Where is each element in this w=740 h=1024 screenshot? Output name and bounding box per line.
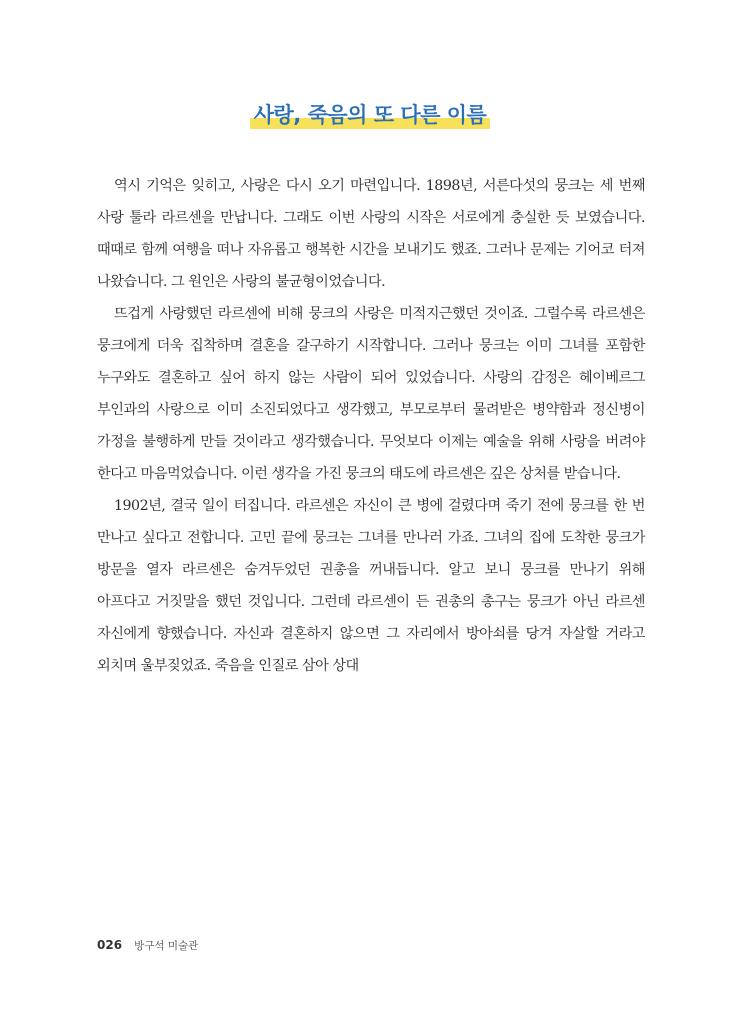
body-text bbox=[97, 170, 645, 682]
section-heading bbox=[250, 100, 491, 130]
page-footer bbox=[97, 938, 198, 953]
section-heading-text: 사랑, 죽음의 또 다른 이름 bbox=[253, 103, 487, 127]
paragraph-1: 역시 기억은 잊히고, 사랑은 다시 오기 마련입니다. 1898년, 서른다섯의 뭉크는 세 번째 사랑 툴라 라르센을 만납니다. 그래도 이번 사랑의 시작은 서로에게 충실한 듯 보였습니다. 때때로 함께 여행을 떠나 자유롭고 행복한 시간을 보내기도 했죠. 그러나 문제는 기어코 터져 나왔습니다. 그 원인은 사랑의 불균형이었습니다. bbox=[97, 178, 645, 290]
book-title: 방구석 미술관 bbox=[134, 940, 199, 952]
paragraph-3: 1902년, 결국 일이 터집니다. 라르센은 자신이 큰 병에 걸렸다며 죽기 전에 뭉크를 한 번 만나고 싶다고 전합니다. 고민 끝에 뭉크는 그녀를 만나러 가죠. 그녀의 집에 도착한 뭉크가 방문을 열자 라르센은 숨겨두었던 권총을 꺼내듭니다. 알고 보니 뭉크를 만나기 위해 아프다고 거짓말을 했던 것입니다. 그런데 라르센이 든 권총의 총구는 뭉크가 아닌 라르센 자신에게 향했습니다. 자신과 결혼하지 않으면 그 자리에서 방아쇠를 당겨 자살할 거라고 외치며 울부짖었죠. 죽음을 인질로 삼아 상대 bbox=[97, 498, 645, 674]
paragraph-2: 뜨겁게 사랑했던 라르센에 비해 뭉크의 사랑은 미적지근했던 것이죠. 그럴수록 라르센은 뭉크에게 더욱 집착하며 결혼을 갈구하기 시작합니다. 그러나 뭉크는 이미 그녀를 포함한 누구와도 결혼하고 싶어 하지 않는 사람이 되어 있었습니다. 사랑의 감정은 헤이베르그 부인과의 사랑으로 이미 소진되었다고 생각했고, 부모로부터 물려받은 병약함과 정신병이 가정을 불행하게 만들 것이라고 생각했습니다. 무엇보다 이제는 예술을 위해 사랑을 버려야 한다고 마음먹었습니다. 이런 생각을 가진 뭉크의 태도에 라르센은 깊은 상처를 받습니다. bbox=[97, 306, 645, 482]
page-number: 026 bbox=[97, 938, 123, 952]
section-heading-wrap bbox=[0, 100, 740, 130]
